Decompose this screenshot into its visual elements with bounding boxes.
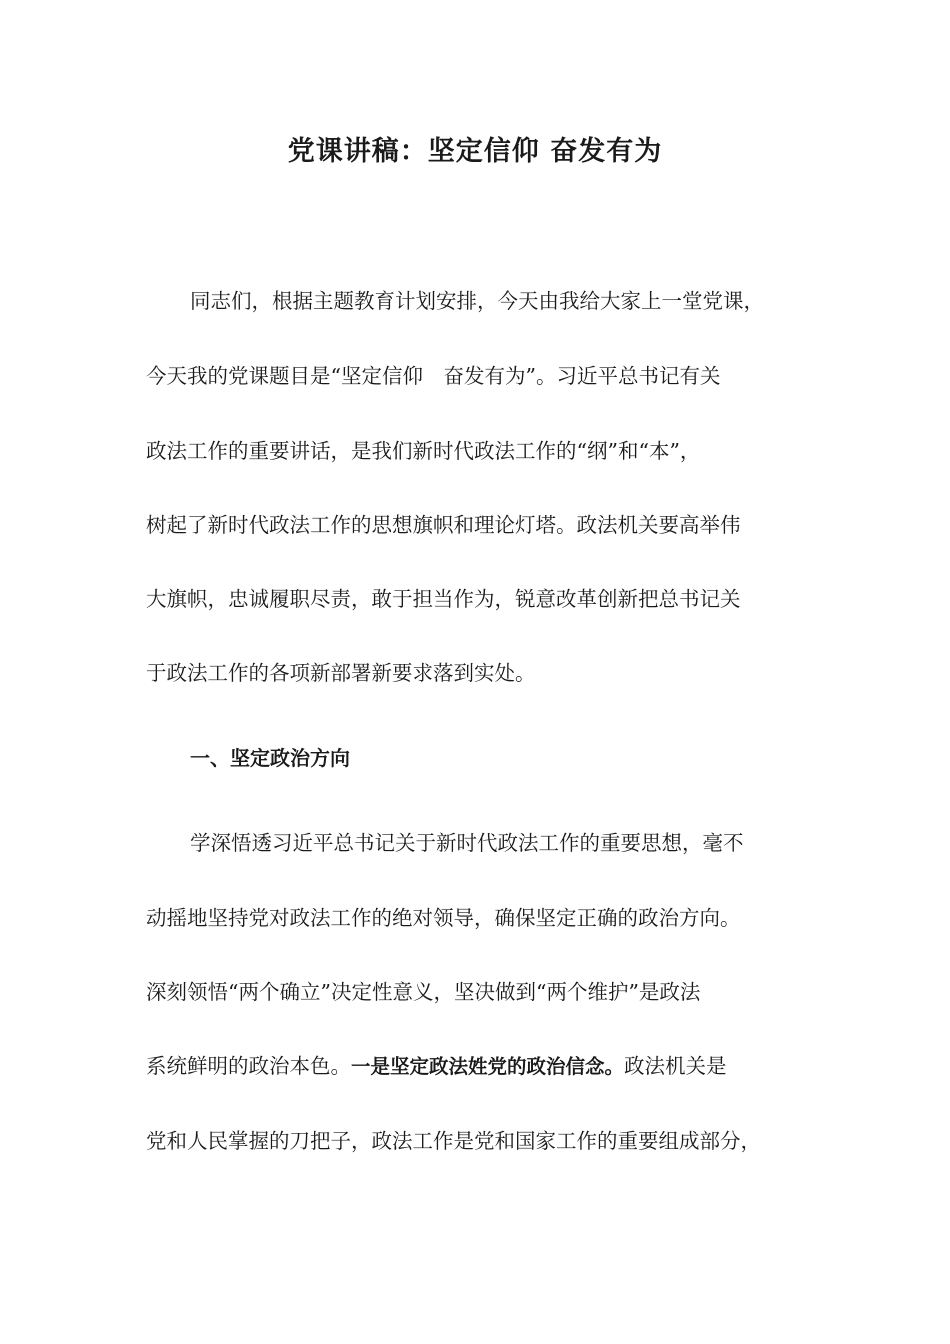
paragraph-line: 今天我的党课题目是“坚定信仰 奋发有为”。习近平总书记有关: [146, 364, 721, 388]
paragraph-line: [146, 1051, 727, 1081]
paragraph-line: 政法工作的重要讲话，是我们新时代政法工作的“纲”和“本”，: [146, 439, 701, 463]
paragraph-line: 党和人民掌握的刀把子，政法工作是党和国家工作的重要组成部分，: [146, 1129, 761, 1153]
paragraph-line: 同志们，根据主题教育计划安排，今天由我给大家上一堂党课，: [190, 289, 764, 313]
paragraph-line: 学深悟透习近平总书记关于新时代政法工作的重要思想，毫不: [190, 831, 744, 855]
paragraph-line: 大旗帜，忠诚履职尽责，敢于担当作为，锐意改革创新把总书记关: [146, 587, 741, 611]
paragraph-line: 于政法工作的各项新部署新要求落到实处。: [146, 661, 536, 685]
section-heading: 一、坚定政治方向: [190, 746, 350, 770]
line-text: 政法机关是: [624, 1054, 727, 1078]
paragraph-line: 动摇地坚持党对政法工作的绝对领导，确保坚定正确的政治方向。: [146, 906, 741, 930]
paragraph-line: 深刻领悟“两个确立”决定性意义，坚决做到“两个维护”是政法: [146, 980, 701, 1004]
bold-key-point: 一是坚定政法姓党的政治信念。: [351, 1055, 625, 1078]
line-text: 系统鲜明的政治本色。: [146, 1054, 351, 1078]
paragraph-line: 树起了新时代政法工作的思想旗帜和理论灯塔。政法机关要高举伟: [146, 513, 741, 537]
document-title: 党课讲稿：坚定信仰 奋发有为: [287, 136, 663, 167]
